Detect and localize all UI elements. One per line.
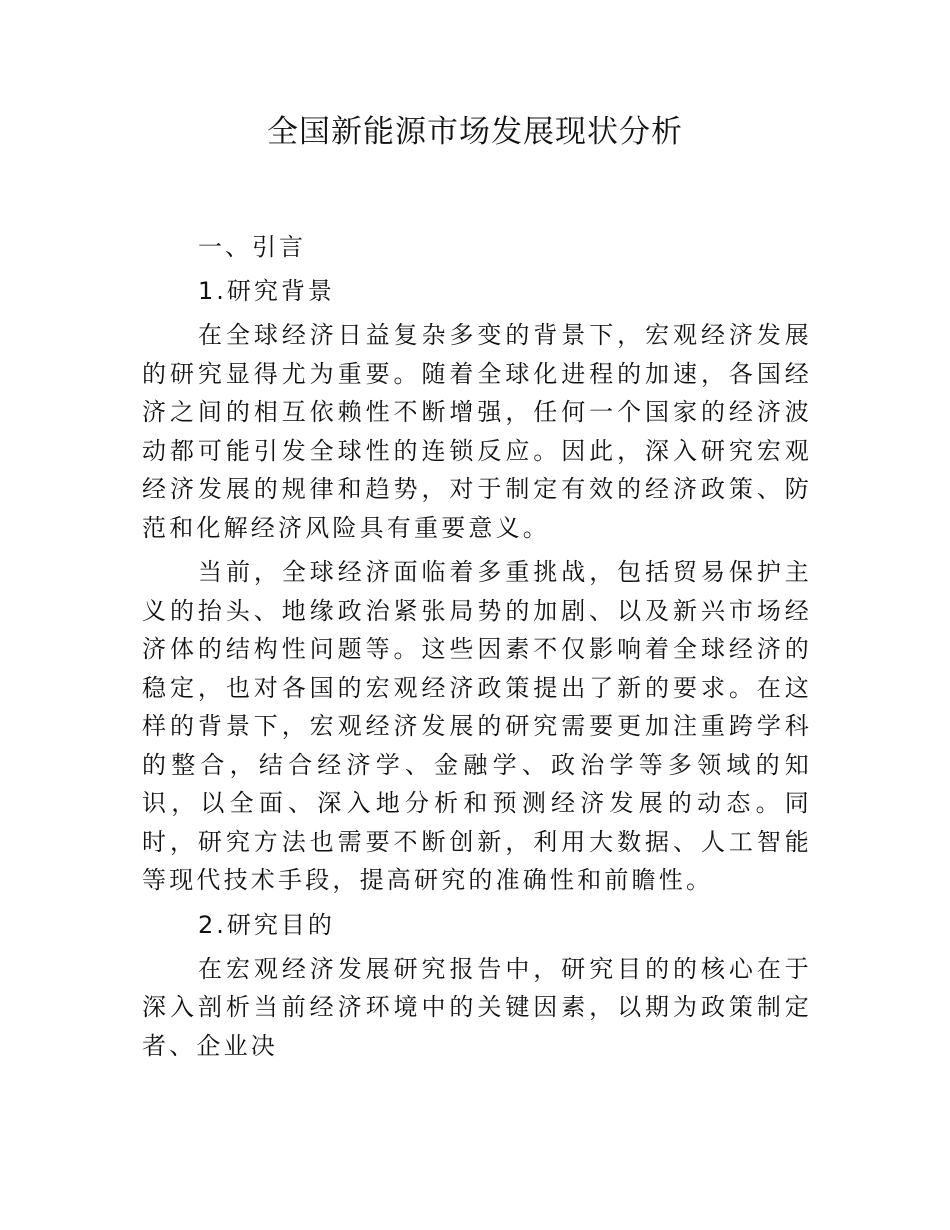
subsection-heading-purpose: 2.研究目的 — [198, 910, 335, 939]
paragraph-purpose-1: 在宏观经济发展研究报告中，研究目的的核心在于深入剖析当前经济环境中的关键因素，以期为政策制定者、企业决 — [142, 954, 812, 1060]
document-title: 全国新能源市场发展现状分析 — [267, 114, 683, 150]
document-body — [142, 228, 812, 1071]
paragraph-background-2: 当前，全球经济面临着多重挑战，包括贸易保护主义的抬头、地缘政治紧张局势的加剧、以及新兴市场经济体的结构性问题等。这些因素不仅影响着全球经济的稳定，也对各国的宏观经济政策提出了新的要求。在这样的背景下，宏观经济发展的研究需要更加注重跨学科的整合，结合经济学、金融学、政治学等多领域的知识，以全面、深入地分析和预测经济发展的动态。同时，研究方法也需要不断创新，利用大数据、人工智能等现代技术手段，提高研究的准确性和前瞻性。 — [142, 558, 812, 894]
subsection-heading-background: 1.研究背景 — [198, 277, 335, 305]
paragraph-background-1: 在全球经济日益复杂多变的背景下，宏观经济发展的研究显得尤为重要。随着全球化进程的加速，各国经济之间的相互依赖性不断增强，任何一个国家的经济波动都可能引发全球性的连锁反应。因此，深入研究宏观经济发展的规律和趋势，对于制定有效的经济政策、防范和化解经济风险具有重要意义。 — [142, 321, 812, 542]
section-heading-introduction: 一、引言 — [198, 233, 306, 261]
